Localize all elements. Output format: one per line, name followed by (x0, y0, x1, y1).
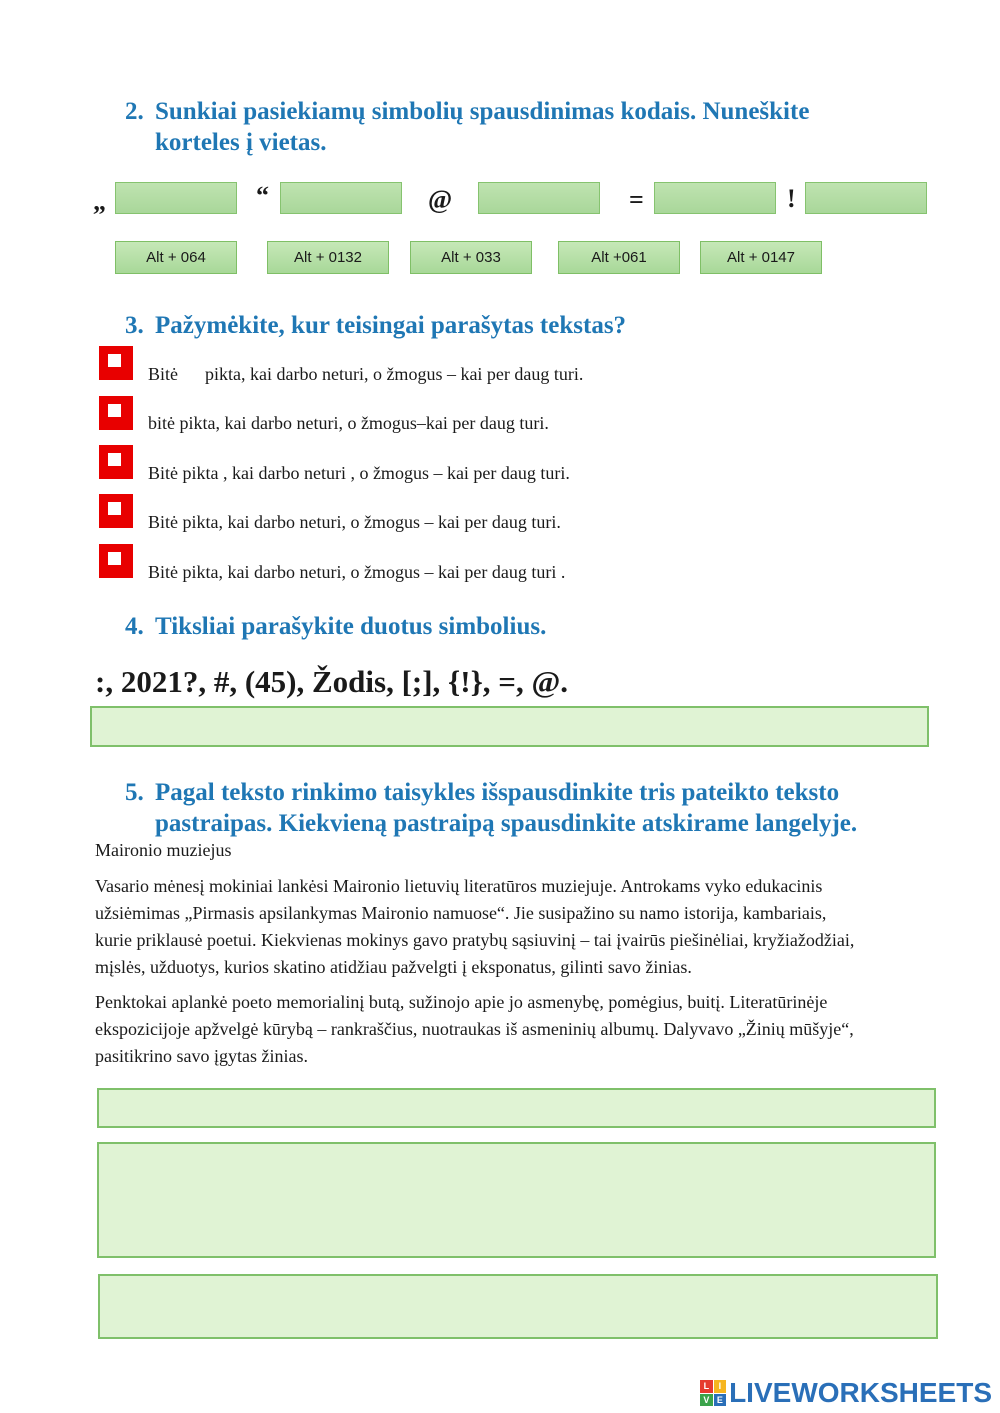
text-title: Maironio muziejus (95, 840, 232, 860)
task3-number: 3. (125, 312, 144, 339)
paragraph-1-line-1: Vasario mėnesį mokiniai lankėsi Maironio lietuvių literatūros muziejuje. Antrokams vyko edukacinis (95, 876, 823, 896)
symbol-high-quote: “ (256, 181, 269, 210)
paragraph-2-line-2: ekspozicijoje apžvelgė kūrybą – rankraščius, nuotraukas iš asmeninių albumų. Dalyvavo „Žinių mūšyje“, (95, 1019, 854, 1039)
logo-letter-v: V (700, 1394, 713, 1407)
symbol-at: @ (428, 185, 453, 214)
paragraph-2 (95, 989, 955, 1070)
paragraph-1 (95, 873, 955, 981)
task4-title: Tiksliai parašykite duotus simbolius. (155, 613, 547, 640)
logo-letter-i: I (714, 1380, 727, 1393)
paragraph-1-line-4: mįslės, užduotys, kurios skatino atidžiau pažvelgti į eksponatus, gilinti savo žinias. (95, 957, 692, 977)
task2-number: 2. (125, 98, 144, 125)
task4-answer-input[interactable] (90, 706, 929, 747)
option-checkbox-2[interactable] (99, 396, 133, 430)
drag-card-alt-0132[interactable]: Alt + 0132 (267, 241, 389, 274)
task2-title-line1: Sunkiai pasiekiamų simbolių spausdinimas kodais. Nuneškite (155, 98, 810, 125)
task5-answer-input-2[interactable] (97, 1142, 936, 1258)
liveworksheets-logo-icon (700, 1380, 726, 1406)
symbol-equals: = (629, 185, 644, 214)
drag-card-alt-033[interactable]: Alt + 033 (410, 241, 532, 274)
task5-answer-input-3[interactable] (98, 1274, 938, 1339)
option-checkbox-3[interactable] (99, 445, 133, 479)
drop-zone-4[interactable] (654, 182, 776, 214)
task5-heading (125, 777, 975, 841)
drag-card-alt-064[interactable]: Alt + 064 (115, 241, 237, 274)
liveworksheets-logo (700, 1379, 992, 1407)
logo-letter-l: L (700, 1380, 713, 1393)
drop-zone-1[interactable] (115, 182, 237, 214)
task2-heading (125, 96, 925, 160)
option-text-3: Bitė pikta , kai darbo neturi , o žmogus – kai per daug turi. (148, 463, 570, 483)
drop-zone-2[interactable] (280, 182, 402, 214)
option-text-4: Bitė pikta, kai darbo neturi, o žmogus – kai per daug turi. (148, 512, 561, 532)
drop-zone-5[interactable] (805, 182, 927, 214)
symbol-low-quote: „ (93, 187, 106, 216)
symbol-exclamation: ! (787, 184, 796, 213)
paragraph-1-line-2: užsiėmimas „Pirmasis apsilankymas Maironio namuose“. Jie susipažino su namo istorija, kambariais, (95, 903, 827, 923)
task3-title: Pažymėkite, kur teisingai parašytas tekstas? (155, 312, 627, 339)
option-checkbox-4[interactable] (99, 494, 133, 528)
paragraph-1-line-3: kurie priklausė poetui. Kiekvienas mokinys gavo pratybų sąsiuvinį – tai įvairūs piešinėliai, kryžiažodžiai, (95, 930, 855, 950)
paragraph-2-line-1: Penktokai aplankė poeto memorialinį butą, sužinojo apie jo asmenybę, pomėgius, buitį. Literatūrinėje (95, 992, 828, 1012)
task4-heading (125, 611, 925, 643)
option-checkbox-5[interactable] (99, 544, 133, 578)
task2-title-line2: korteles į vietas. (155, 129, 327, 156)
task5-number: 5. (125, 779, 144, 806)
task5-answer-input-1[interactable] (97, 1088, 936, 1128)
task4-symbols-text: :, 2021?, #, (45), Žodis, [;], {!}, =, @. (95, 664, 569, 699)
paragraph-2-line-3: pasitikrino savo įgytas žinias. (95, 1046, 308, 1066)
option-text-2: bitė pikta, kai darbo neturi, o žmogus–kai per daug turi. (148, 413, 549, 433)
logo-letter-e: E (714, 1394, 727, 1407)
task3-heading (125, 310, 925, 342)
option-checkbox-1[interactable] (99, 346, 133, 380)
drag-card-alt-0147[interactable]: Alt + 0147 (700, 241, 822, 274)
drag-card-alt-061[interactable]: Alt +061 (558, 241, 680, 274)
option-text-5: Bitė pikta, kai darbo neturi, o žmogus – kai per daug turi . (148, 562, 566, 582)
option-text-1: Bitė pikta, kai darbo neturi, o žmogus – kai per daug turi. (148, 364, 584, 384)
task5-title-line2: pastraipas. Kiekvieną pastraipą spausdinkite atskirame langelyje. (155, 810, 858, 837)
liveworksheets-wordmark: LIVEWORKSHEETS (729, 1377, 992, 1408)
drop-zone-3[interactable] (478, 182, 600, 214)
task4-number: 4. (125, 613, 144, 640)
task5-title-line1: Pagal teksto rinkimo taisykles išspausdinkite tris pateikto teksto (155, 779, 840, 806)
